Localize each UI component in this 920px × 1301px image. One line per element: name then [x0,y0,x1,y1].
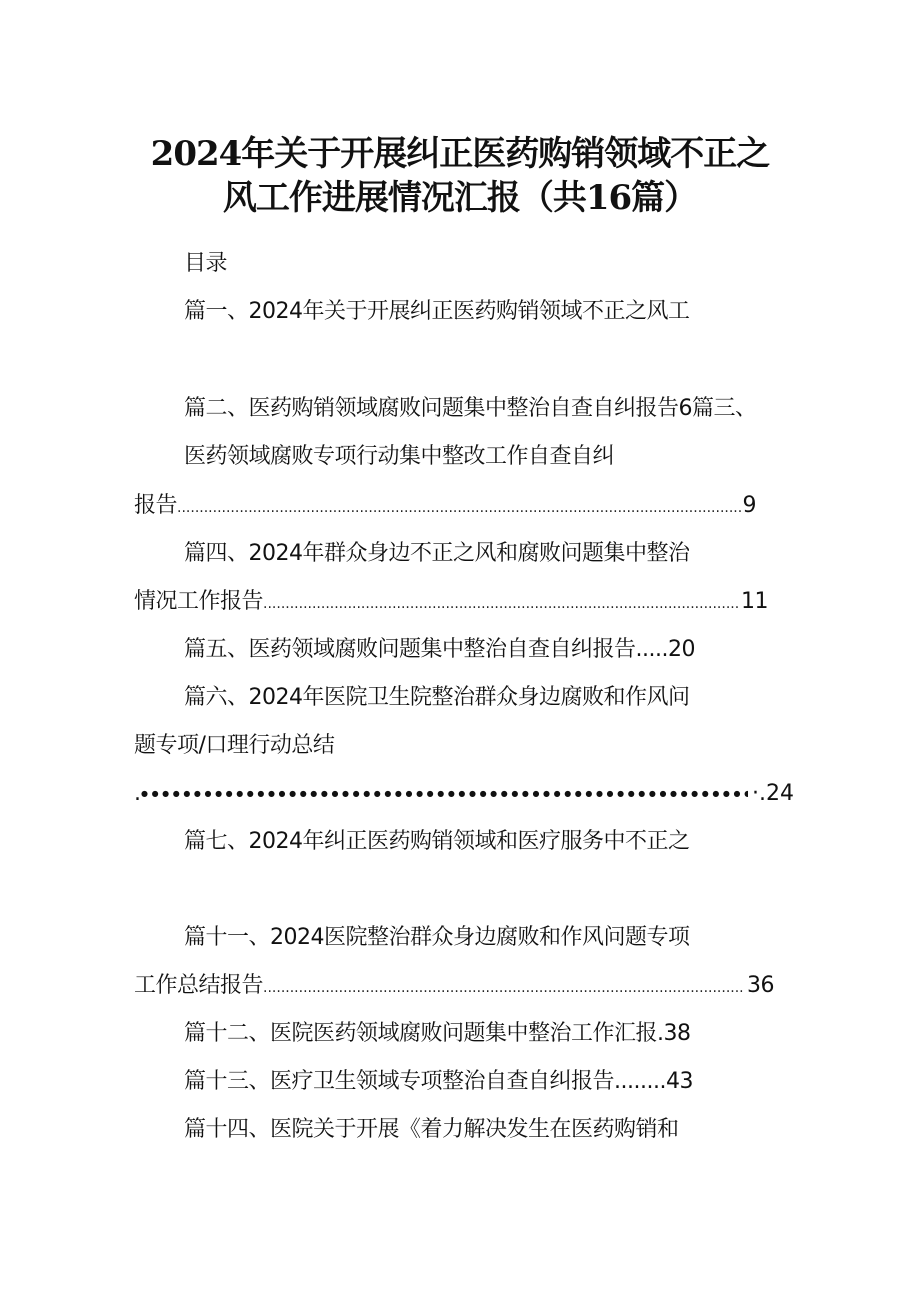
toc-entry-6-line-1[interactable]: 篇六、2024年医院卫生院整治群众身边腐败和作风问 [184,685,690,710]
dot-leader [263,973,745,1003]
toc-entry-3-line-2[interactable] [134,491,756,523]
toc-entry-5[interactable] [184,635,695,665]
toc-entry-4-line-2[interactable] [134,587,768,619]
document-title-line-2: 风工作进展情况汇报（共16篇） [222,178,698,218]
dot-leader: ..... [635,637,668,662]
toc-entry-text: 工作总结报告 [134,973,264,998]
toc-entry-13[interactable]: 篇十三、医疗卫生领域专项整治自查自纠报告........43 [184,1069,693,1094]
toc-entry-6-line-2[interactable]: 题专项/口理行动总结 [134,733,335,758]
toc-entry-text: 情况工作报告 [134,589,264,614]
document-title-line-1: 2024年关于开展纠正医药购销领域不正之 [150,134,770,174]
toc-page-number: ·.24 [752,781,794,806]
toc-entry-text: 篇五、医药领域腐败问题集中整治自查自纠报告 [184,637,636,662]
toc-page-number: 20 [667,637,695,662]
toc-entry-14[interactable]: 篇十四、医院关于开展《着力解决发生在医药购销和 [184,1117,679,1142]
toc-entry-text: 报告 [134,493,178,518]
toc-entry-11-line-2[interactable] [134,971,774,1003]
toc-heading: 目录 [184,251,228,276]
toc-entry-1[interactable]: 篇一、2024年关于开展纠正医药购销领域不正之风工 [184,299,690,324]
toc-entry-6-line-3[interactable] [134,779,794,809]
toc-entry-4-line-1[interactable]: 篇四、2024年群众身边不正之风和腐败问题集中整治 [184,541,690,566]
toc-entry-11-line-1[interactable]: 篇十一、2024医院整治群众身边腐败和作风问题专项 [184,925,690,950]
leader-start: . [134,781,141,806]
toc-entry-3-line-1[interactable]: 医药领域腐败专项行动集中整改工作自查自纠 [184,444,615,469]
dot-leader [141,779,748,809]
dot-leader [263,589,739,619]
toc-page-number: 36 [747,973,774,998]
dot-leader [177,493,740,523]
toc-entry-7[interactable]: 篇七、2024年纠正医药购销领域和医疗服务中不正之 [184,829,690,854]
toc-entry-2[interactable]: 篇二、医药购销领域腐败问题集中整治自查自纠报告6篇三、 [184,396,757,421]
toc-page-number: 9 [742,493,756,518]
toc-entry-12[interactable]: 篇十二、医院医药领域腐败问题集中整治工作汇报.38 [184,1021,691,1046]
toc-page-number: 11 [741,589,768,614]
